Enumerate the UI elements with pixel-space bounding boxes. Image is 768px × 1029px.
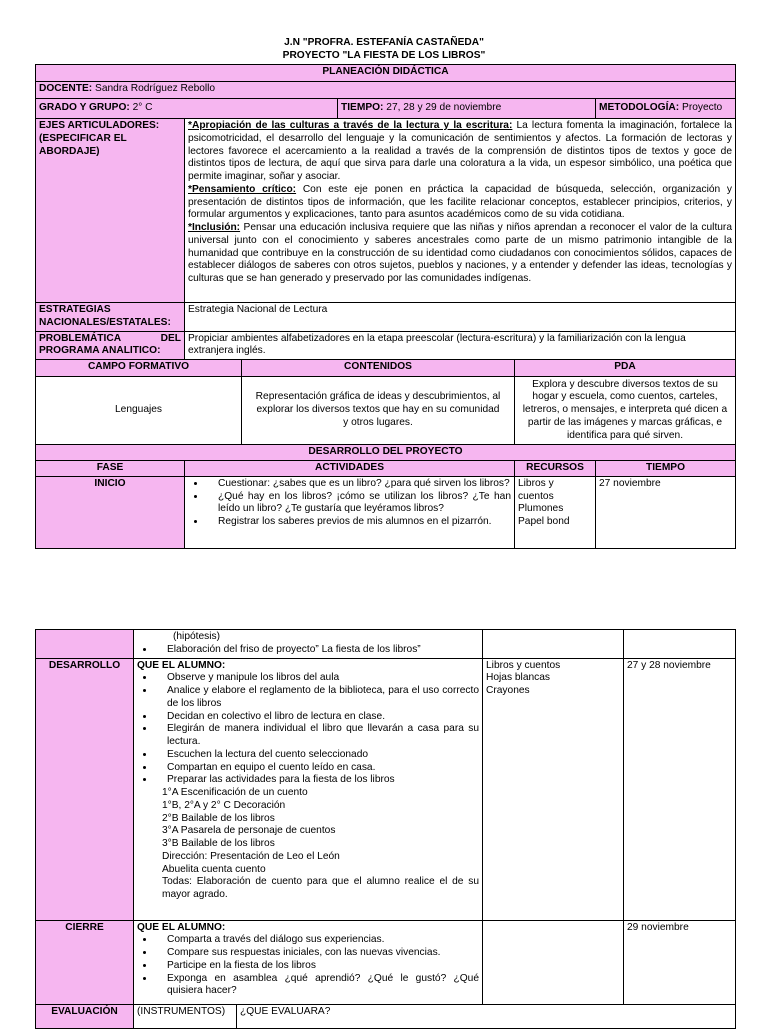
grupo-item: 1°B, 2°A y 2° C Decoración xyxy=(162,799,286,811)
list-item: • Registrar los saberes previos de mis alumnos en el pizarrón. xyxy=(206,516,511,529)
list-item: • Compartan en equipo el cuento leído en casa. xyxy=(155,762,479,775)
continuation-fase xyxy=(36,630,134,659)
pda-header: PDA xyxy=(515,360,736,377)
list-item: • Exponga en asamblea ¿qué aprendió? ¿Qué le gustó? ¿Qué quisiera hacer? xyxy=(155,973,479,999)
list-item: • Elaboración del friso de proyecto” La fiesta de los libros” xyxy=(155,644,479,657)
planeacion-table xyxy=(35,64,736,549)
eje-apropiacion-text: La lectura fomenta la imaginación, fortalece la psicomotricidad, el desarrollo del lenguaje y la comunicación de sentimientos y afectos. La formación de lectoras y lectores favorece el acercamiento a la realidad a través de la comprensión de distintos tipos de textos y goce de distintos tipos de lectura, de aquí que sirva para darle una coloratura a la vida, un espesor simbólico, una poética que permite imaginar, soñar y asociar. xyxy=(188,120,732,182)
hipotesis-text: (hipótesis) xyxy=(173,631,220,642)
cierre-actividades xyxy=(134,920,483,1004)
document-header xyxy=(0,36,768,62)
list-item: • Elegirán de manera individual el libro que llevarán a casa para su lectura. xyxy=(155,723,479,749)
docente-value: Sandra Rodríguez Rebollo xyxy=(92,83,216,94)
eje-apropiacion-title: *Apropiación de las culturas a través de la lectura y la escritura: xyxy=(188,120,513,131)
grupo-item: Dirección: Presentación de Leo el León xyxy=(162,850,340,862)
docente-row xyxy=(36,82,736,99)
estrategias-value: Estrategia Nacional de Lectura xyxy=(185,303,736,332)
docente-label: DOCENTE: xyxy=(39,83,93,94)
fase-header-text: FASE xyxy=(96,461,124,473)
actividades-header: ACTIVIDADES xyxy=(185,460,515,476)
eje-inclusion-title: *Inclusión: xyxy=(188,222,241,233)
list-item: • Participe en la fiesta de los libros xyxy=(155,960,479,973)
continuation-list xyxy=(137,644,479,657)
inicio-recursos xyxy=(515,476,596,548)
grupo-item: Abuelita cuenta cuento xyxy=(162,863,266,875)
eje-inclusion xyxy=(188,222,732,286)
recurso-item: Plumones xyxy=(518,503,564,515)
continuation-actividades xyxy=(134,630,483,659)
grupo-actividades xyxy=(137,787,479,902)
eje-inclusion-text: Pensar una educación inclusiva requiere que las niñas y niños aprendan a reconocer el valor de la cultura universal junto con el conocimiento y saberes ancestrales como parte de un mismo patrimonio intangible de la humanidad que contribuye en la construcción de su identidad como ciudadanos con conocimientos sólidos, capaces de establecer diálogos de saberes con otros sujetos, pueblos y naciones, y a entender y defender las ideas, tecnologías y culturas que se han generado y preservado por las comunidades indígenas. xyxy=(188,222,732,284)
desarrollo-fase: DESARROLLO xyxy=(36,658,134,920)
cierre-intro: QUE EL ALUMNO: xyxy=(137,921,226,933)
estrategias-label: ESTRATEGIAS NACIONALES/ESTATALES: xyxy=(36,303,185,332)
list-item: • Preparar las actividades para la fiesta de los libros xyxy=(155,774,479,787)
problematica-label: PROBLEMÁTICA DEL PROGRAMA ANALITICO: xyxy=(36,331,185,360)
inicio-actividades xyxy=(185,476,515,548)
project-title: PROYECTO "LA FIESTA DE LOS LIBROS" xyxy=(282,50,486,61)
recurso-item: Libros y cuentos xyxy=(486,659,561,671)
contenidos-header: CONTENIDOS xyxy=(242,360,515,377)
list-item: • Observe y manipule los libros del aula xyxy=(155,672,479,685)
campo-header: CAMPO FORMATIVO xyxy=(36,360,242,377)
tiempo-value: 27, 28 y 29 de noviembre xyxy=(383,102,502,114)
desarrollo-intro: QUE EL ALUMNO: xyxy=(137,659,226,671)
recurso-item: Libros y cuentos xyxy=(518,477,554,502)
eje-pensamiento xyxy=(188,184,732,222)
desarrollo-actividades xyxy=(134,658,483,920)
school-name: J.N "PROFRA. ESTEFANÍA CASTAÑEDA" xyxy=(284,37,484,48)
metodologia-label: METODOLOGÍA: xyxy=(599,102,680,114)
eje-pensamiento-text: Con este eje ponen en práctica la capacidad de búsqueda, selección, organización y presentación de distintos tipos de información, que les facilite relacionar conceptos, establecer principios, criterios, y formular argumentos y explicaciones, tanto para asuntos académicos como de su vida cotidiana. xyxy=(188,183,732,221)
cierre-tiempo: 29 noviembre xyxy=(624,920,736,1004)
list-item: • Compare sus respuestas iniciales, con las nuevas vivencias. xyxy=(155,947,479,960)
continuation-tiempo xyxy=(624,630,736,659)
grupo-item: 3°A Pasarela de personaje de cuentos xyxy=(162,825,336,837)
inicio-fase: INICIO xyxy=(36,476,185,548)
list-item: • Cuestionar: ¿sabes que es un libro? ¿para qué sirven los libros? xyxy=(206,478,511,491)
inicio-list xyxy=(188,478,511,529)
desarrollo-title: DESARROLLO DEL PROYECTO xyxy=(36,445,736,461)
metodologia-cell xyxy=(596,99,736,119)
grado-cell xyxy=(36,99,338,119)
desarrollo-table-continued xyxy=(35,629,736,1029)
list-item: • ¿Qué hay en los libros? ¡cómo se utilizan los libros? ¿Te han leído un libro? ¿Te gustaría que leyéramos libros? xyxy=(206,491,511,517)
grado-label: GRADO Y GRUPO: xyxy=(39,102,130,114)
evaluacion-instrumentos: (INSTRUMENTOS) xyxy=(134,1004,237,1028)
desarrollo-list xyxy=(137,672,479,787)
problematica-value: Propiciar ambientes alfabetizadores en la etapa preescolar (lectura-escritura) y la familiarización con la lengua extranjera inglés. xyxy=(185,331,736,360)
tiempo-label: TIEMPO: xyxy=(341,102,384,114)
planeacion-title: PLANEACIÓN DIDÁCTICA xyxy=(36,65,736,82)
recursos-header: RECURSOS xyxy=(515,460,596,476)
evaluacion-fase: EVALUACIÓN xyxy=(36,1004,134,1028)
list-item: • Analice y elabore el reglamento de la biblioteca, para el uso correcto de los libros xyxy=(155,685,479,711)
grupo-item: Todas: Elaboración de cuento para que el alumno realice el de su mayor agrado. xyxy=(162,876,480,900)
tiempo-header: TIEMPO xyxy=(596,460,736,476)
desarrollo-tiempo: 27 y 28 noviembre xyxy=(624,658,736,920)
tiempo-cell xyxy=(338,99,596,119)
pda-value: Explora y descubre diversos textos de su hogar y escuela, como cuentos, carteles, letreros, o mensajes, e interpreta qué dicen a partir de las imágenes y marcas gráficas, e identifica para qué sirven. xyxy=(515,377,736,445)
contenidos-value: Representación gráfica de ideas y descubrimientos, al explorar los diversos textos que hay en su comunidad y otros lugares. xyxy=(242,377,515,445)
metodologia-value: Proyecto xyxy=(679,102,723,114)
recurso-item: Papel bond xyxy=(518,516,570,527)
eje-apropiacion xyxy=(188,120,732,184)
cierre-list xyxy=(137,934,479,998)
ejes-content xyxy=(185,119,736,303)
fase-header xyxy=(36,460,185,476)
recurso-item: Hojas blancas xyxy=(486,672,551,684)
grupo-item: 3°B Bailable de los libros xyxy=(162,838,275,849)
recurso-item: Crayones xyxy=(486,685,530,696)
cierre-recursos xyxy=(483,920,624,1004)
list-item: • Escuchen la lectura del cuento seleccionado xyxy=(155,749,479,762)
campo-value: Lenguajes xyxy=(36,377,242,445)
inicio-tiempo: 27 noviembre xyxy=(596,476,736,548)
grupo-item: 2°B Bailable de los libros xyxy=(162,812,275,824)
continuation-recursos xyxy=(483,630,624,659)
desarrollo-recursos xyxy=(483,658,624,920)
list-item: • Comparta a través del diálogo sus experiencias. xyxy=(155,934,479,947)
grupo-item: 1°A Escenificación de un cuento xyxy=(162,787,308,798)
grado-value: 2° C xyxy=(129,102,153,114)
ejes-label: EJES ARTICULADORES: (ESPECIFICAR EL ABORDAJE) xyxy=(36,119,185,303)
list-item: • Decidan en colectivo el libro de lectura en clase. xyxy=(155,711,479,724)
eje-pensamiento-title: *Pensamiento crítico: xyxy=(188,183,297,195)
evaluacion-que-evaluara: ¿QUE EVALUARA? xyxy=(237,1004,736,1028)
cierre-fase: CIERRE xyxy=(36,920,134,1004)
